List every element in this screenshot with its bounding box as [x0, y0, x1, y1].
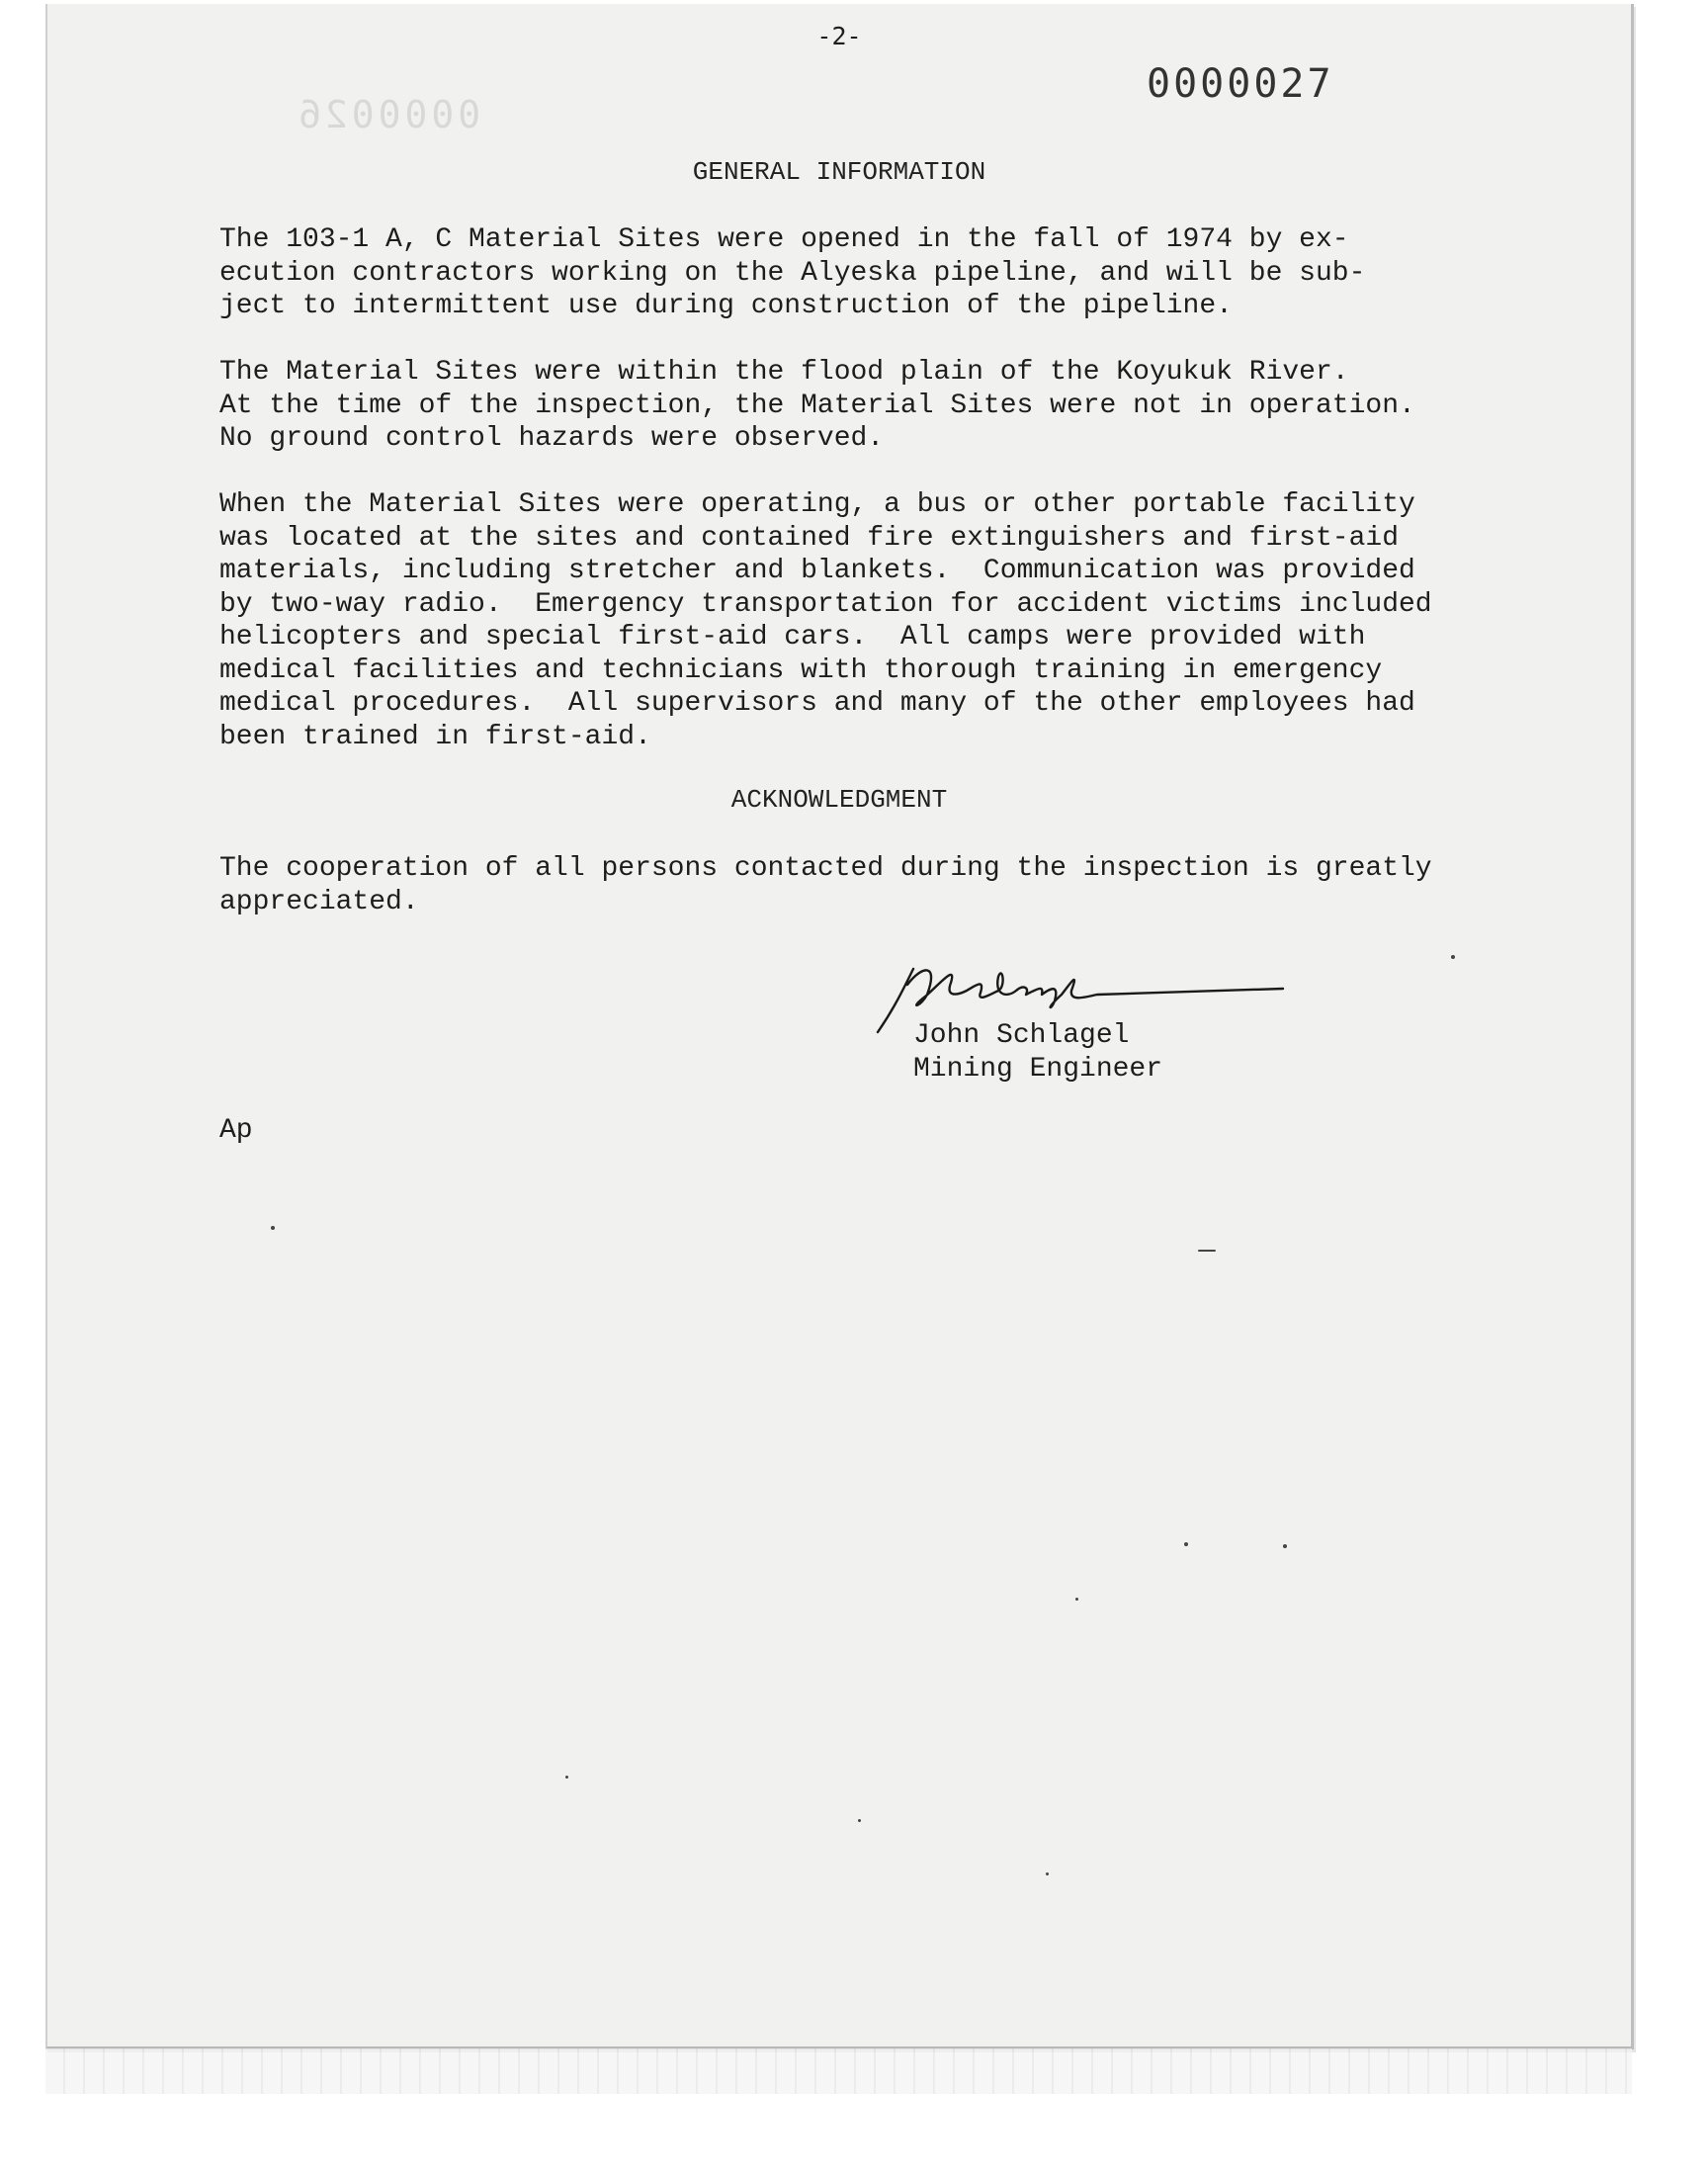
general-information-heading: GENERAL INFORMATION	[692, 157, 986, 187]
scanner-edge-artifact	[45, 2048, 1632, 2094]
dust-speck	[1075, 1598, 1078, 1601]
paper-sheet	[45, 4, 1634, 2049]
typist-initials: Ap	[219, 1115, 253, 1146]
dust-speck	[565, 1776, 568, 1779]
dust-speck	[1283, 1544, 1287, 1548]
ghost-bleedthrough-number: 0000026	[295, 93, 481, 136]
dust-mark	[1198, 1250, 1216, 1252]
dust-speck	[271, 1226, 275, 1230]
general-information-paragraph-3: When the Material Sites were operating, a bus or other portable facility was located at the sites and contained fire extinguishers and first-aid materials, including stretcher and blankets. Communication was provided by two-way radio. Emergency transportation for accident victims included helicopters and special first-aid cars. All camps were provided with medical facilities and technicians with thorough training in emergency medical procedures. All supervisors and many of the other employees had been trained in first-aid.	[219, 489, 1432, 752]
signature-block	[868, 955, 1323, 1093]
signer-name: John Schlagel	[913, 1020, 1130, 1051]
acknowledgment-heading: ACKNOWLEDGMENT	[730, 785, 948, 815]
document-number-stamp: 0000027	[1147, 61, 1334, 107]
general-information-paragraph-1: The 103-1 A, C Material Sites were opened in the fall of 1974 by ex- ecution contractors working on the Alyeska pipeline, and will be sub- ject to intermittent use during construction of the pipeline.	[219, 224, 1366, 321]
signer-title: Mining Engineer	[913, 1054, 1163, 1085]
dust-speck	[1046, 1872, 1049, 1875]
acknowledgment-paragraph: The cooperation of all persons contacted during the inspection is greatly appreciated.	[219, 853, 1432, 917]
page-number: -2-	[816, 22, 862, 50]
general-information-paragraph-2: The Material Sites were within the flood plain of the Koyukuk River. At the time of the inspection, the Material Sites were not in operation. No ground control hazards were observed.	[219, 357, 1415, 454]
dust-speck	[1184, 1542, 1188, 1546]
dust-speck	[1451, 955, 1455, 959]
dust-speck	[858, 1819, 861, 1822]
